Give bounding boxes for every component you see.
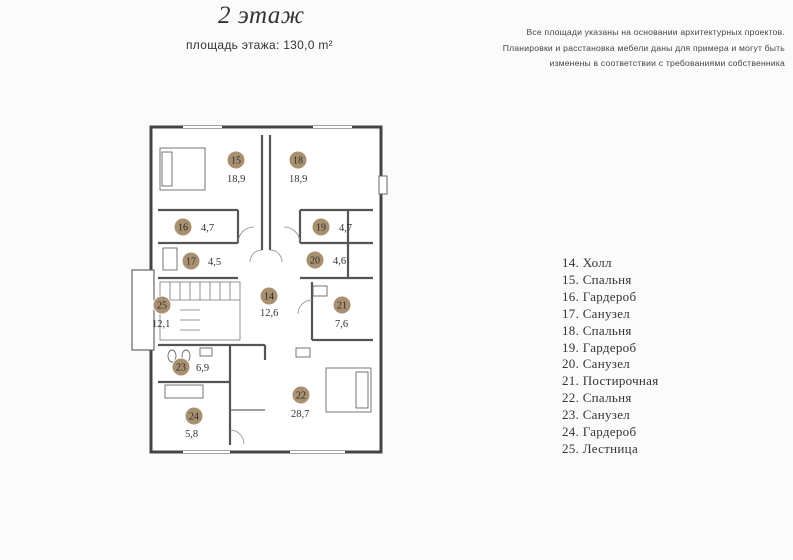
room-area: 7,6 <box>335 319 349 330</box>
room-area: 4,7 <box>201 223 215 234</box>
legend-item: 15. Спальня <box>562 271 632 287</box>
bathtub-23 <box>165 385 203 398</box>
room-legend <box>562 255 659 458</box>
room-number: 22 <box>296 390 306 402</box>
room-area: 5,8 <box>185 429 199 440</box>
room-number: 17 <box>186 256 196 268</box>
disclaimer-line: изменены в соответствии с требованиями собственника <box>549 58 785 68</box>
sink-23 <box>200 348 212 356</box>
room-number: 24 <box>189 411 199 423</box>
legend-item: 21. Постирочная <box>562 373 659 389</box>
room-area: 6,9 <box>196 363 210 374</box>
room-area: 12,6 <box>260 308 279 319</box>
desk-22 <box>296 348 310 357</box>
room-number: 15 <box>231 155 241 167</box>
legend-item: 16. Гардероб <box>562 288 637 304</box>
balcony-stub <box>379 176 387 194</box>
legend-item: 23. Санузел <box>562 407 631 423</box>
room-number: 25 <box>157 300 167 312</box>
legend-item: 17. Санузел <box>562 305 631 321</box>
legend-item: 24. Гардероб <box>562 424 637 440</box>
room-area: 28,7 <box>291 409 310 420</box>
floor-area-subtitle: площадь этажа: 130,0 m² <box>186 38 333 52</box>
room-number: 23 <box>176 362 186 374</box>
legend-item: 25. Лестница <box>562 440 639 456</box>
room-number: 20 <box>310 255 320 267</box>
room-area: 18,9 <box>289 174 308 185</box>
legend-item: 14. Холл <box>562 255 612 270</box>
legend-item: 18. Спальня <box>562 322 632 338</box>
room-area: 4,5 <box>208 257 222 268</box>
room-area: 4,7 <box>339 223 353 234</box>
room-area: 4,6 <box>333 256 347 267</box>
floor-title: 2 этаж <box>218 2 305 29</box>
legend-item: 20. Санузел <box>562 356 631 372</box>
stair-bay <box>132 270 154 350</box>
legend-item: 22. Спальня <box>562 390 632 406</box>
room-number: 18 <box>293 155 303 167</box>
disclaimer-line: Планировки и расстановка мебели даны для примера и могут быть <box>502 42 785 53</box>
room-area: 18,9 <box>227 174 246 185</box>
bathtub-17 <box>163 248 177 270</box>
room-area: 12,1 <box>152 319 171 330</box>
room-number: 21 <box>337 300 347 312</box>
legend-item: 19. Гардероб <box>562 339 637 355</box>
disclaimer-line: Все площади указаны на основании архитектурных проектов. <box>526 27 785 37</box>
room-number: 14 <box>264 291 274 303</box>
room-number: 16 <box>178 222 188 234</box>
washer-21 <box>313 286 327 296</box>
room-number: 19 <box>316 222 326 234</box>
